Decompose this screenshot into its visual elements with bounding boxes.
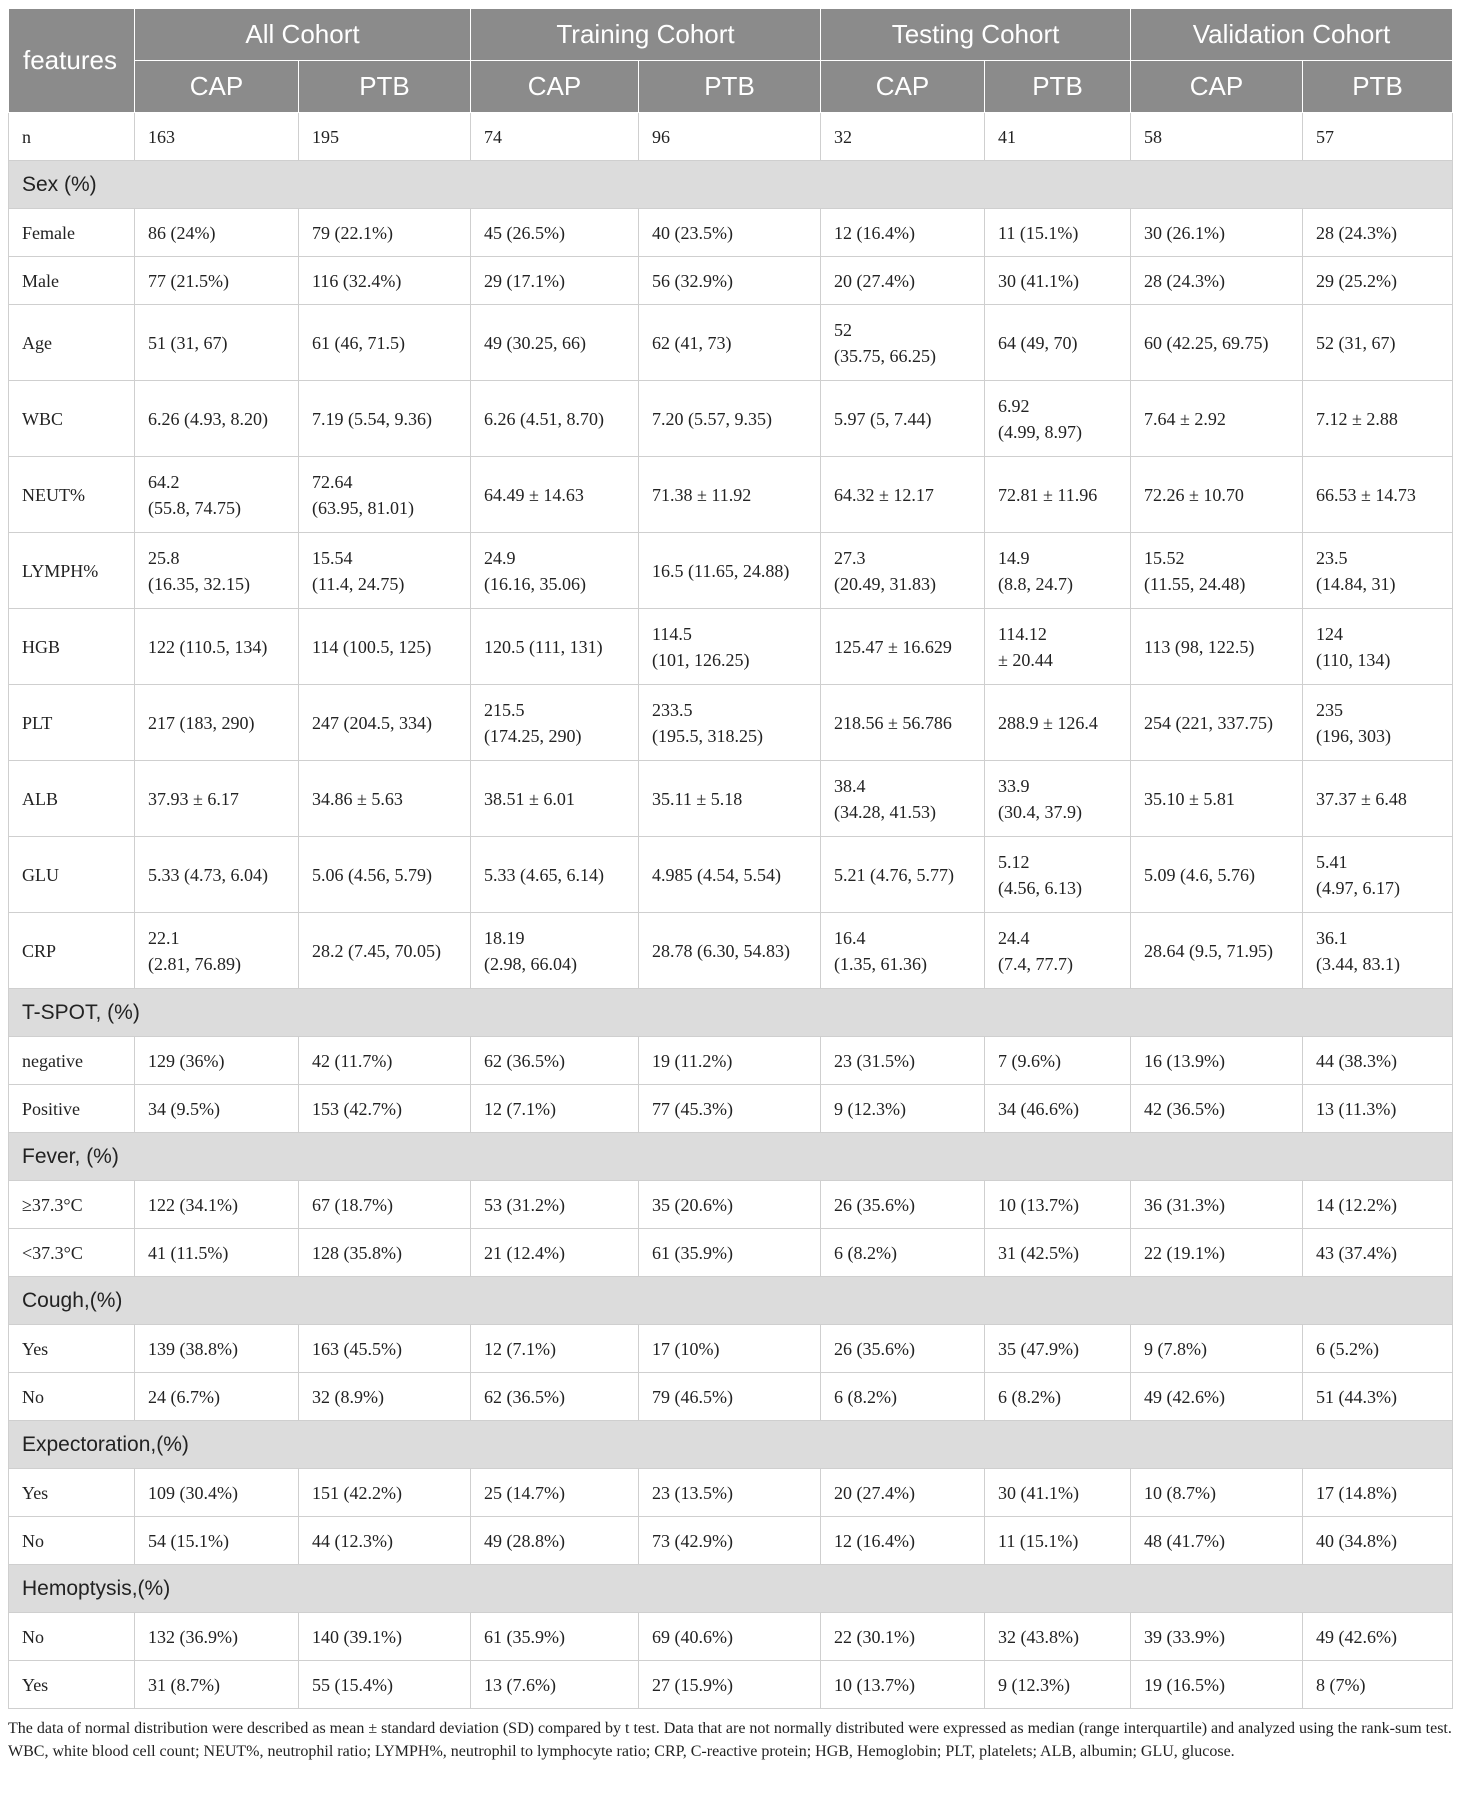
table-cell: 16.5 (11.65, 24.88) (639, 533, 821, 609)
row-label: WBC (9, 381, 135, 457)
table-cell: 20 (27.4%) (821, 257, 985, 305)
table-cell: 122 (34.1%) (135, 1181, 299, 1229)
table-cell: 125.47 ± 16.629 (821, 609, 985, 685)
table-cell: 30 (41.1%) (985, 1469, 1131, 1517)
section-label: Hemoptysis,(%) (9, 1565, 1453, 1613)
table-cell: 21 (12.4%) (471, 1229, 639, 1277)
table-row (9, 1469, 1453, 1517)
header-row-groups (9, 9, 1453, 61)
section-row (9, 989, 1453, 1037)
table-cell: 48 (41.7%) (1131, 1517, 1303, 1565)
table-cell: 6 (5.2%) (1303, 1325, 1453, 1373)
table-cell: 20 (27.4%) (821, 1469, 985, 1517)
footnotes (8, 1717, 1452, 1763)
section-label: T-SPOT, (%) (9, 989, 1453, 1037)
table-cell: 25.8 (16.35, 32.15) (135, 533, 299, 609)
table-cell: 34 (46.6%) (985, 1085, 1131, 1133)
section-label: Sex (%) (9, 161, 1453, 209)
table-cell: 35 (20.6%) (639, 1181, 821, 1229)
row-label: n (9, 113, 135, 161)
table-cell: 79 (22.1%) (299, 209, 471, 257)
table-cell: 218.56 ± 56.786 (821, 685, 985, 761)
table-cell: 5.33 (4.73, 6.04) (135, 837, 299, 913)
row-label: ALB (9, 761, 135, 837)
table-cell: 41 (985, 113, 1131, 161)
row-label: Female (9, 209, 135, 257)
table-cell: 233.5 (195.5, 318.25) (639, 685, 821, 761)
row-label: Positive (9, 1085, 135, 1133)
subheader-cap: CAP (1131, 61, 1303, 113)
row-label: Yes (9, 1469, 135, 1517)
table-cell: 32 (43.8%) (985, 1613, 1131, 1661)
table-cell: 49 (28.8%) (471, 1517, 639, 1565)
table-cell: 163 (135, 113, 299, 161)
footnote-statistics: The data of normal distribution were described as mean ± standard deviation (SD) compared by t test. Data that are not normally distributed were expressed as median (range interquartile) and analyzed using the rank-sum test. (8, 1720, 1452, 1737)
table-cell: 44 (38.3%) (1303, 1037, 1453, 1085)
table-row (9, 457, 1453, 533)
subheader-ptb: PTB (985, 61, 1131, 113)
table-cell: 247 (204.5, 334) (299, 685, 471, 761)
table-cell: 61 (46, 71.5) (299, 305, 471, 381)
table-cell: 62 (36.5%) (471, 1373, 639, 1421)
table-cell: 23 (31.5%) (821, 1037, 985, 1085)
table-cell: 6.26 (4.93, 8.20) (135, 381, 299, 457)
table-cell: 29 (25.2%) (1303, 257, 1453, 305)
table-row (9, 685, 1453, 761)
table-cell: 14.9 (8.8, 24.7) (985, 533, 1131, 609)
table-row (9, 257, 1453, 305)
table-cell: 5.41 (4.97, 6.17) (1303, 837, 1453, 913)
table-cell: 49 (30.25, 66) (471, 305, 639, 381)
section-row (9, 161, 1453, 209)
table-cell: 34 (9.5%) (135, 1085, 299, 1133)
table-cell: 114 (100.5, 125) (299, 609, 471, 685)
section-label: Cough,(%) (9, 1277, 1453, 1325)
table-cell: 9 (7.8%) (1131, 1325, 1303, 1373)
table-cell: 7.20 (5.57, 9.35) (639, 381, 821, 457)
table-row (9, 209, 1453, 257)
table-cell: 35.11 ± 5.18 (639, 761, 821, 837)
table-row (9, 1229, 1453, 1277)
table-cell: 28 (24.3%) (1303, 209, 1453, 257)
table-cell: 151 (42.2%) (299, 1469, 471, 1517)
row-label: No (9, 1613, 135, 1661)
row-label: NEUT% (9, 457, 135, 533)
table-cell: 72.64 (63.95, 81.01) (299, 457, 471, 533)
section-label: Fever, (%) (9, 1133, 1453, 1181)
table-cell: 7.12 ± 2.88 (1303, 381, 1453, 457)
section-label: Expectoration,(%) (9, 1421, 1453, 1469)
table-cell: 24.4 (7.4, 77.7) (985, 913, 1131, 989)
section-row (9, 1565, 1453, 1613)
table-cell: 16.4 (1.35, 61.36) (821, 913, 985, 989)
table-cell: 35.10 ± 5.81 (1131, 761, 1303, 837)
table-cell: 114.5 (101, 126.25) (639, 609, 821, 685)
table-container (8, 8, 1452, 1763)
cohort-characteristics-table (8, 8, 1453, 1709)
table-cell: 39 (33.9%) (1131, 1613, 1303, 1661)
table-cell: 11 (15.1%) (985, 1517, 1131, 1565)
row-label: PLT (9, 685, 135, 761)
table-cell: 79 (46.5%) (639, 1373, 821, 1421)
table-cell: 64.49 ± 14.63 (471, 457, 639, 533)
table-cell: 58 (1131, 113, 1303, 161)
table-cell: 51 (31, 67) (135, 305, 299, 381)
group-header-training-cohort: Training Cohort (471, 9, 821, 61)
table-cell: 17 (14.8%) (1303, 1469, 1453, 1517)
table-cell: 12 (16.4%) (821, 1517, 985, 1565)
table-cell: 28.2 (7.45, 70.05) (299, 913, 471, 989)
table-cell: 55 (15.4%) (299, 1661, 471, 1709)
table-cell: 5.09 (4.6, 5.76) (1131, 837, 1303, 913)
table-row (9, 913, 1453, 989)
table-cell: 26 (35.6%) (821, 1325, 985, 1373)
table-cell: 254 (221, 337.75) (1131, 685, 1303, 761)
table-cell: 9 (12.3%) (821, 1085, 985, 1133)
table-cell: 96 (639, 113, 821, 161)
table-cell: 42 (11.7%) (299, 1037, 471, 1085)
table-cell: 54 (15.1%) (135, 1517, 299, 1565)
table-cell: 153 (42.7%) (299, 1085, 471, 1133)
table-cell: 113 (98, 122.5) (1131, 609, 1303, 685)
table-cell: 72.26 ± 10.70 (1131, 457, 1303, 533)
table-cell: 62 (41, 73) (639, 305, 821, 381)
table-cell: 32 (821, 113, 985, 161)
table-row (9, 1085, 1453, 1133)
group-header-validation-cohort: Validation Cohort (1131, 9, 1453, 61)
table-cell: 14 (12.2%) (1303, 1181, 1453, 1229)
row-label: GLU (9, 837, 135, 913)
table-cell: 74 (471, 113, 639, 161)
table-cell: 51 (44.3%) (1303, 1373, 1453, 1421)
table-cell: 64.32 ± 12.17 (821, 457, 985, 533)
table-row (9, 533, 1453, 609)
table-cell: 6 (8.2%) (985, 1373, 1131, 1421)
row-label: CRP (9, 913, 135, 989)
table-cell: 67 (18.7%) (299, 1181, 471, 1229)
table-cell: 30 (26.1%) (1131, 209, 1303, 257)
table-cell: 140 (39.1%) (299, 1613, 471, 1661)
table-cell: 31 (8.7%) (135, 1661, 299, 1709)
table-cell: 44 (12.3%) (299, 1517, 471, 1565)
table-cell: 7.19 (5.54, 9.36) (299, 381, 471, 457)
table-cell: 215.5 (174.25, 290) (471, 685, 639, 761)
row-label: negative (9, 1037, 135, 1085)
row-label: No (9, 1517, 135, 1565)
table-cell: 56 (32.9%) (639, 257, 821, 305)
table-cell: 116 (32.4%) (299, 257, 471, 305)
table-cell: 23 (13.5%) (639, 1469, 821, 1517)
table-cell: 62 (36.5%) (471, 1037, 639, 1085)
table-body (9, 113, 1453, 1709)
table-cell: 8 (7%) (1303, 1661, 1453, 1709)
table-cell: 22 (19.1%) (1131, 1229, 1303, 1277)
table-cell: 7 (9.6%) (985, 1037, 1131, 1085)
table-cell: 57 (1303, 113, 1453, 161)
table-cell: 163 (45.5%) (299, 1325, 471, 1373)
table-cell: 40 (34.8%) (1303, 1517, 1453, 1565)
table-cell: 72.81 ± 11.96 (985, 457, 1131, 533)
table-cell: 43 (37.4%) (1303, 1229, 1453, 1277)
table-cell: 32 (8.9%) (299, 1373, 471, 1421)
table-cell: 49 (42.6%) (1131, 1373, 1303, 1421)
table-cell: 120.5 (111, 131) (471, 609, 639, 685)
table-cell: 13 (11.3%) (1303, 1085, 1453, 1133)
table-cell: 15.54 (11.4, 24.75) (299, 533, 471, 609)
table-row (9, 381, 1453, 457)
row-label: Yes (9, 1661, 135, 1709)
header-row-subgroups (9, 61, 1453, 113)
table-cell: 66.53 ± 14.73 (1303, 457, 1453, 533)
section-row (9, 1421, 1453, 1469)
table-cell: 86 (24%) (135, 209, 299, 257)
table-cell: 33.9 (30.4, 37.9) (985, 761, 1131, 837)
table-cell: 40 (23.5%) (639, 209, 821, 257)
table-cell: 19 (11.2%) (639, 1037, 821, 1085)
table-cell: 24 (6.7%) (135, 1373, 299, 1421)
table-cell: 15.52 (11.55, 24.48) (1131, 533, 1303, 609)
table-cell: 52 (35.75, 66.25) (821, 305, 985, 381)
table-cell: 139 (38.8%) (135, 1325, 299, 1373)
table-cell: 10 (13.7%) (821, 1661, 985, 1709)
table-cell: 11 (15.1%) (985, 209, 1131, 257)
table-cell: 28 (24.3%) (1131, 257, 1303, 305)
table-row (9, 837, 1453, 913)
table-cell: 64 (49, 70) (985, 305, 1131, 381)
table-cell: 22 (30.1%) (821, 1613, 985, 1661)
table-cell: 13 (7.6%) (471, 1661, 639, 1709)
group-header-all-cohort: All Cohort (135, 9, 471, 61)
table-row (9, 113, 1453, 161)
subheader-cap: CAP (135, 61, 299, 113)
table-cell: 132 (36.9%) (135, 1613, 299, 1661)
table-cell: 38.4 (34.28, 41.53) (821, 761, 985, 837)
table-row (9, 1325, 1453, 1373)
table-cell: 19 (16.5%) (1131, 1661, 1303, 1709)
row-label: Male (9, 257, 135, 305)
table-cell: 73 (42.9%) (639, 1517, 821, 1565)
table-cell: 217 (183, 290) (135, 685, 299, 761)
table-cell: 77 (21.5%) (135, 257, 299, 305)
subheader-ptb: PTB (1303, 61, 1453, 113)
table-cell: 28.78 (6.30, 54.83) (639, 913, 821, 989)
table-cell: 27 (15.9%) (639, 1661, 821, 1709)
table-cell: 6.92 (4.99, 8.97) (985, 381, 1131, 457)
table-row (9, 1037, 1453, 1085)
footnote-abbreviations: WBC, white blood cell count; NEUT%, neutrophil ratio; LYMPH%, neutrophil to lymphocyte ratio; CRP, C-reactive protein; HGB, Hemoglobin; PLT, platelets; ALB, albumin; GLU, glucose. (8, 1743, 1235, 1760)
features-header: features (9, 9, 135, 113)
table-row (9, 1373, 1453, 1421)
table-cell: 69 (40.6%) (639, 1613, 821, 1661)
table-cell: 71.38 ± 11.92 (639, 457, 821, 533)
table-cell: 6 (8.2%) (821, 1373, 985, 1421)
table-cell: 42 (36.5%) (1131, 1085, 1303, 1133)
table-cell: 36 (31.3%) (1131, 1181, 1303, 1229)
table-cell: 10 (8.7%) (1131, 1469, 1303, 1517)
subheader-ptb: PTB (639, 61, 821, 113)
table-cell: 16 (13.9%) (1131, 1037, 1303, 1085)
table-cell: 288.9 ± 126.4 (985, 685, 1131, 761)
table-cell: 34.86 ± 5.63 (299, 761, 471, 837)
table-cell: 18.19 (2.98, 66.04) (471, 913, 639, 989)
table-cell: 37.93 ± 6.17 (135, 761, 299, 837)
table-cell: 129 (36%) (135, 1037, 299, 1085)
subheader-cap: CAP (821, 61, 985, 113)
table-cell: 25 (14.7%) (471, 1469, 639, 1517)
table-cell: 195 (299, 113, 471, 161)
section-row (9, 1277, 1453, 1325)
table-cell: 114.12 ± 20.44 (985, 609, 1131, 685)
table-row (9, 609, 1453, 685)
row-label: Yes (9, 1325, 135, 1373)
row-label: No (9, 1373, 135, 1421)
table-cell: 5.21 (4.76, 5.77) (821, 837, 985, 913)
table-cell: 27.3 (20.49, 31.83) (821, 533, 985, 609)
section-row (9, 1133, 1453, 1181)
table-cell: 12 (7.1%) (471, 1325, 639, 1373)
table-cell: 4.985 (4.54, 5.54) (639, 837, 821, 913)
table-cell: 9 (12.3%) (985, 1661, 1131, 1709)
table-cell: 128 (35.8%) (299, 1229, 471, 1277)
table-cell: 52 (31, 67) (1303, 305, 1453, 381)
table-cell: 6.26 (4.51, 8.70) (471, 381, 639, 457)
row-label: HGB (9, 609, 135, 685)
table-cell: 36.1 (3.44, 83.1) (1303, 913, 1453, 989)
table-cell: 60 (42.25, 69.75) (1131, 305, 1303, 381)
table-cell: 122 (110.5, 134) (135, 609, 299, 685)
table-cell: 23.5 (14.84, 31) (1303, 533, 1453, 609)
table-cell: 31 (42.5%) (985, 1229, 1131, 1277)
subheader-ptb: PTB (299, 61, 471, 113)
table-cell: 64.2 (55.8, 74.75) (135, 457, 299, 533)
table-cell: 12 (16.4%) (821, 209, 985, 257)
table-cell: 28.64 (9.5, 71.95) (1131, 913, 1303, 989)
table-cell: 7.64 ± 2.92 (1131, 381, 1303, 457)
row-label: ≥37.3°C (9, 1181, 135, 1229)
table-cell: 37.37 ± 6.48 (1303, 761, 1453, 837)
row-label: <37.3°C (9, 1229, 135, 1277)
table-cell: 29 (17.1%) (471, 257, 639, 305)
table-cell: 5.12 (4.56, 6.13) (985, 837, 1131, 913)
row-label: LYMPH% (9, 533, 135, 609)
table-cell: 5.97 (5, 7.44) (821, 381, 985, 457)
table-cell: 53 (31.2%) (471, 1181, 639, 1229)
table-cell: 41 (11.5%) (135, 1229, 299, 1277)
table-cell: 124 (110, 134) (1303, 609, 1453, 685)
row-label: Age (9, 305, 135, 381)
table-cell: 30 (41.1%) (985, 257, 1131, 305)
table-cell: 6 (8.2%) (821, 1229, 985, 1277)
table-cell: 49 (42.6%) (1303, 1613, 1453, 1661)
table-row (9, 305, 1453, 381)
table-cell: 38.51 ± 6.01 (471, 761, 639, 837)
table-cell: 24.9 (16.16, 35.06) (471, 533, 639, 609)
group-header-testing-cohort: Testing Cohort (821, 9, 1131, 61)
table-cell: 61 (35.9%) (639, 1229, 821, 1277)
table-cell: 26 (35.6%) (821, 1181, 985, 1229)
table-cell: 22.1 (2.81, 76.89) (135, 913, 299, 989)
table-cell: 17 (10%) (639, 1325, 821, 1373)
table-cell: 10 (13.7%) (985, 1181, 1131, 1229)
table-cell: 35 (47.9%) (985, 1325, 1131, 1373)
table-cell: 5.06 (4.56, 5.79) (299, 837, 471, 913)
table-cell: 235 (196, 303) (1303, 685, 1453, 761)
table-cell: 61 (35.9%) (471, 1613, 639, 1661)
table-row (9, 761, 1453, 837)
table-cell: 109 (30.4%) (135, 1469, 299, 1517)
table-row (9, 1517, 1453, 1565)
table-cell: 77 (45.3%) (639, 1085, 821, 1133)
table-row (9, 1661, 1453, 1709)
table-cell: 12 (7.1%) (471, 1085, 639, 1133)
table-row (9, 1613, 1453, 1661)
table-cell: 5.33 (4.65, 6.14) (471, 837, 639, 913)
table-row (9, 1181, 1453, 1229)
subheader-cap: CAP (471, 61, 639, 113)
table-cell: 45 (26.5%) (471, 209, 639, 257)
